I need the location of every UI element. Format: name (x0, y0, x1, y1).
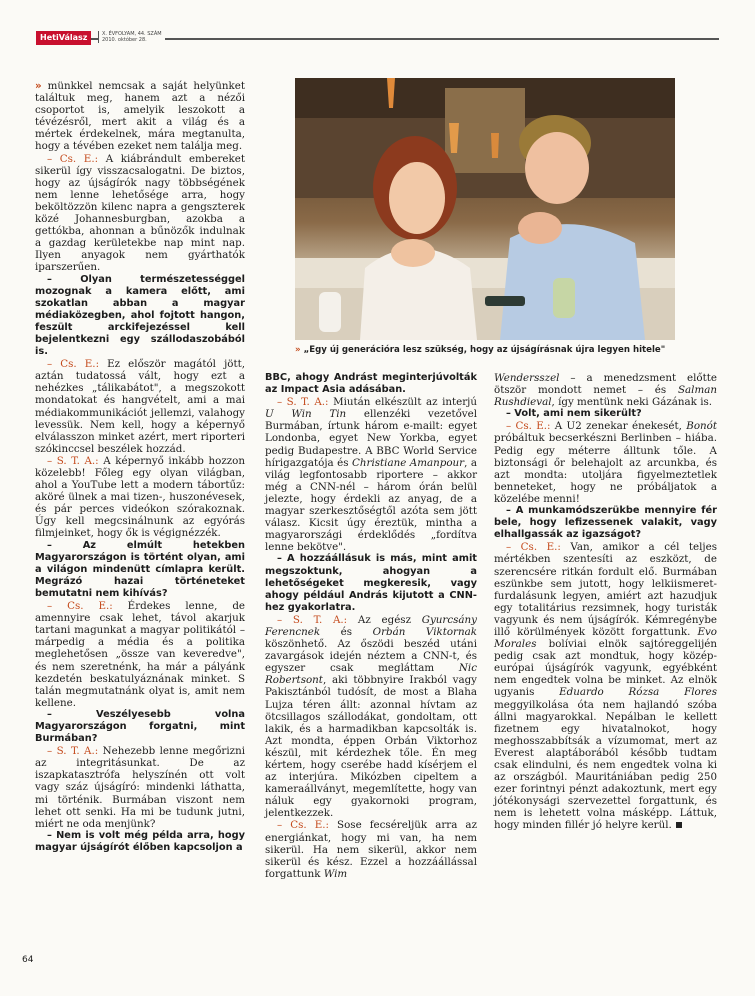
speaker-tag: – S. T. A.: (277, 396, 329, 409)
speaker-tag: – S. T. A.: (277, 613, 348, 626)
column-3 (494, 372, 717, 832)
speaker-tag: – Cs. E.: (47, 600, 113, 613)
continuation-arrow-icon: » (35, 80, 42, 92)
page-number: 64 (22, 955, 34, 965)
paragraph: Wendersszel – a menedzsment előtte ötször mondott nemet – és Salman Rushdieval, így mentünk neki Gázának is. (494, 372, 717, 409)
column-2 (265, 372, 477, 880)
paragraph: – S. T. A.: A képernyő inkább hozzon közelebb! Főleg egy olyan világban, ahol a YouTube lett a modern tábortűz: aköré ülnek a mai tizen-, huszonévesek, és pár perces videókon szórakoznak. Úgy kell megcsinálnunk az egyórás filmjeinket, hogy ők is végignézzék. (35, 454, 245, 540)
speaker-tag: – S. T. A.: (47, 745, 99, 758)
issue-line-2: 2010. október 28. (102, 37, 147, 43)
speaker-tag: – Cs. E.: (277, 819, 329, 832)
paragraph: – S. T. A.: Az egész Gyurcsány Ferencnek és Orbán Viktornak köszönhető. Az őszödi beszéd utáni zavargások idején néztem a CNN-t, és egyszer csak megláttam Nic Robertsont, aki többnyire Irakból vagy Pakisztánból tudósít, de most a Blaha Lujza téren állt: azonnal hívtam az ötcsillagos szállodákat, gondoltam, ott lakik, és a harmadikban kapcsolták is. Azt mondta, éppen Orbán Viktorhoz készül, mit kérdezhek tőle. Én meg kértem, hogy cserébe hadd kísérjem el az interjúra. Mikózben cipeltem a kameraállványt, megemlítette, hogy van náluk egy gyakornoki program, jelentkezzek. (265, 613, 477, 820)
caption-arrow-icon: » (295, 345, 301, 355)
end-mark-icon (676, 822, 682, 828)
issue-info (98, 31, 165, 43)
speaker-tag: – Cs. E.: (506, 541, 561, 554)
column-1 (35, 80, 245, 854)
question: – Volt, ami nem sikerült? (506, 408, 642, 420)
paragraph: – S. T. A.: Miután elkészült az interjú U Win Tin ellenzéki vezetővel Burmában, írtunk három e-mailt: egyet Londonba, egyet New Yorkba, egyet pedig Budapestre. A BBC World Service hírigazgatója és Christiane Amanpour, a világ legfontosabb riportere – akkor még a CNN-nél – három órán belül jelezte, hogy érdekli az anyag, de a magyar szerkesztőségtől azóta sem jött válasz. Kicsit úgy éreztük, mintha a magyarországi érdeklődés „fordítva lenne bekötve". (265, 396, 478, 554)
speaker-tag: – Cs. E.: (47, 152, 99, 165)
question: – A munkamódszerükbe mennyire fér bele, hogy lefizessenek valakit, vagy elhallgassák az igazságot? (494, 505, 717, 541)
paragraph: – Cs. E.: Sose fecséreljük arra az energiánkat, hogy mi van, ha nem sikerül. Ha nem sikerül, akkor nem sikerül és kész. Ezzel a hozzáállással forgattunk Wim (265, 819, 477, 880)
speaker-tag: – S. T. A.: (47, 454, 99, 467)
paragraph: – Cs. E.: A kiábrándult embereket sikerül így visszacsalogatni. De biztos, hogy az újságírók nagy többségének nem lenne lehetősége arra, hogy beköltözzön kilenc napra a gengszterek közé Johannesburgban, azokba a gettókba, ahonnan a bűnözők indulnak a gazdag kerületekbe nap mint nap. Ilyen anyagok nem gyárthatók iparszerűen. (35, 152, 245, 274)
paragraph: – Cs. E.: Ez először magától jött, aztán tudatossá vált, hogy ezt a nehézkes „tálikabátot", a megszokott mondatokat és hangvételt, ami a mai médiakommunikációt jellemzi, valahogy levessük. Nem kell, hogy a képernyő elválasszon minket azért, mert riporteri szókinccsel beszélek hozzád. (35, 358, 246, 455)
question-continuation: BBC, ahogy Andrást meginterjúvolták az Impact Asia adásában. (265, 372, 477, 396)
speaker-tag: – Cs. E.: (47, 358, 100, 371)
question: – A hozzáállásuk is más, mint amit megszoktunk, ahogyan a lehetőségeket megkeresik, vagy ahogy például András kijutott a CNN-hez gyakorlatra. (265, 553, 477, 613)
speaker-tag: – Cs. E.: (506, 420, 551, 433)
paragraph: – S. T. A.: Nehezebb lenne megőrizni az integritásunkat. De az iszapkatasztrófa helyszínén ott volt vagy száz újságíró: mindenki láthatta, mi történik. Burmában viszont nem lehet ott senki. Ha mi be tudunk jutni, miért ne oda menjünk? (35, 745, 246, 830)
paragraph: » münkkel nemcsak a saját helyünket találtuk meg, hanem azt a nézői csoportot is, amelyik leszokott a tévézésről, mert akit a világ és a mértek érdekelnek, márа megtanulta, hogy a tévében ezeket nem találja meg. (35, 80, 245, 153)
question: – Olyan természetességgel mozognak a kamera előtt, ami szokatlan abban a magyar médiaközegben, ahol fojtott hangon, feszült arckifejezéssel kell bejelentkezni egy szállodaszobából is. (35, 273, 245, 358)
magazine-logo: HetiVálasz (36, 31, 91, 45)
paragraph: – Cs. E.: A U2 zenekar énekesét, Bonót próbáltuk becserkészni Berlinben – hiába. Pedig egy méterre álltunk tőle. A biztonsági őr belehajolt az arcunkba, és azt mondta: utoljára figyelmeztetlek benneteket, hogy ne próbáljatok a közelébe menni! (494, 420, 717, 505)
paragraph: – Cs. E.: Van, amikor a cél teljes mértékben szentesíti az eszközt, de szerencsére ritkán fordult elő. Burmában eszünkbe sem jutott, hogy lelkiismeret-furdalásunk legyen, amiért azt hazudjuk egy totalitárius rezsimnek, hogy turisták vagyunk és nem újságírók. Kémregénybe illő körülmények között forgattunk. Evo Morales bolíviai elnök sajtóreggelijén pedig csak azt mondtuk, hogy közép-európai újságírók vagyunk, egyébként nem engedtek volna be minket. Az elnök ugyanis Eduardo Rózsa Flores meggyilkolása óta nem hajlandó szóba állni magyarokkal. Nepálban le kellett fizetnem egy hivatalnokot, hogy meghosszabbítsák a vízumomat, mert az Everest alaptáborából később tudtam csak elindulni, és nem engedtek volna ki az országból. Mauritániában pedig 250 ezer forintnyi pénzt adakoztunk, mert egy jótékonysági szervezettel forgattunk, és nem is lehetett volna másképp. Láttuk, hogy minden fillér jó helyre kerül. (494, 541, 717, 832)
question: – Veszélyesebb volna Magyarországon forgatni, mint Burmában? (35, 708, 245, 745)
question: – Az elmúlt hetekben Magyarországon is történt olyan, ami a világon mindenütt címlapra került. Megrázó hazai történeteket bemutatni nem kihívás? (35, 539, 245, 599)
interview-photo (295, 78, 675, 340)
paragraph: – Cs. E.: Érdekes lenne, de amennyire csak lehet, távol akarjuk tartani magunkat a magyar politikától – márpedig a média és a politika meglehetősen „össze van keveredve", és nem szeretnénk, ha már a pályánk kezdetén beskatulyáznának minket. S talán megmutatnánk olyat is, amit nem kellene. (35, 600, 246, 709)
question: – Nem is volt még példa arra, hogy magyar újságírót élőben kapcsoljon a (35, 829, 245, 853)
photo-illustration (295, 78, 675, 340)
photo-caption: » „Egy új generációra lesz szükség, hogy az újságírásnak újra legyen hitele" (295, 345, 666, 355)
issue-line-1: X. ÉVFOLYAM, 44. SZÁM (102, 31, 162, 37)
page-header (36, 31, 719, 45)
